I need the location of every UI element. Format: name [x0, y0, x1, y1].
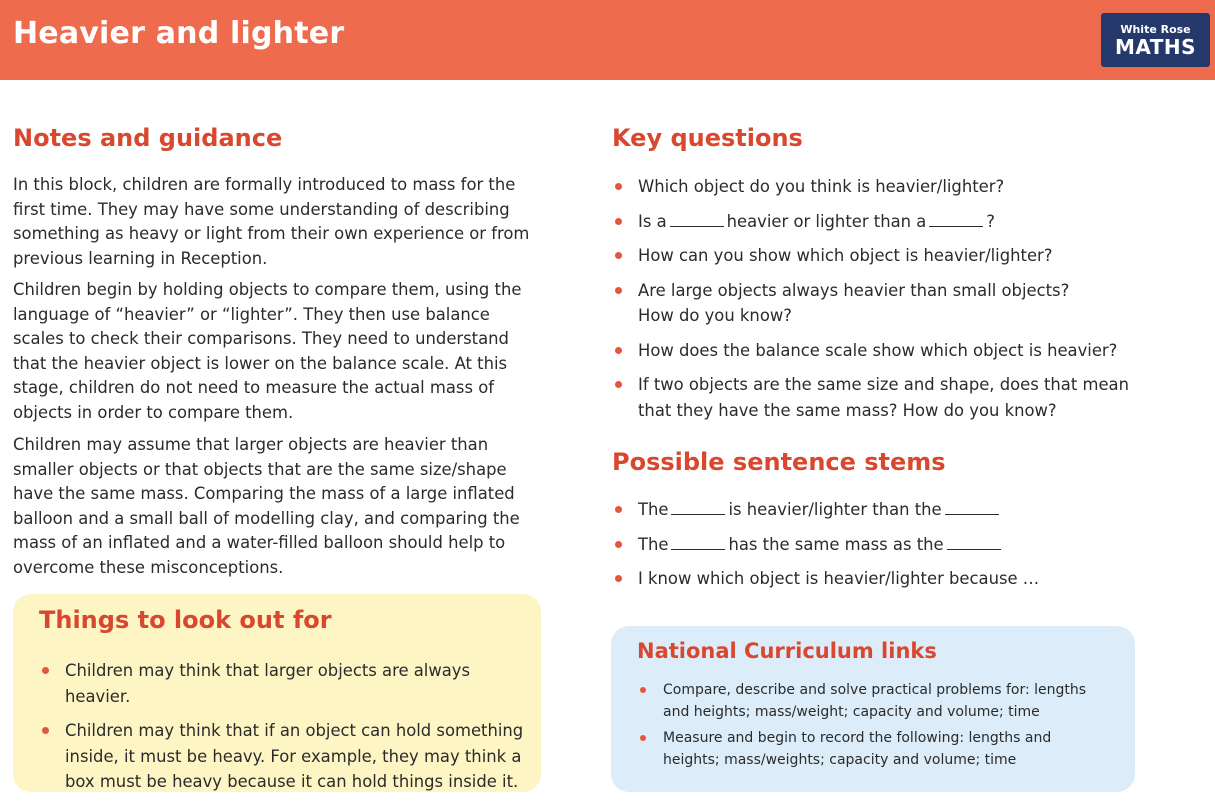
list-item: How does the balance scale show which object is heavier? — [612, 338, 1152, 364]
answer-blank — [929, 212, 983, 227]
sentence-stems-list — [612, 497, 1152, 592]
list-item: Are large objects always heavier than small objects? How do you know? — [612, 278, 1098, 329]
key-questions-heading: Key questions — [612, 124, 803, 152]
bullet-icon — [615, 347, 622, 354]
logo-top-text: White Rose — [1120, 23, 1191, 36]
bullet-icon — [615, 287, 622, 294]
page-title: Heavier and lighter — [13, 16, 345, 51]
answer-blank — [670, 212, 724, 227]
list-item: If two objects are the same size and shape, does that mean that they have the same mass? How do you know? — [612, 372, 1158, 423]
logo-bottom-text: MATHS — [1114, 35, 1197, 59]
notes-paragraph-2: Children begin by holding objects to compare them, using the language of “heavier” or “lighter”. They then use balance scales to check their comparisons. They need to understand that the heavier object is lower on the balance scale. At this stage, children do not need to measure the actual mass of objects in order to compare them. — [13, 280, 522, 422]
list-item: I know which object is heavier/lighter because … — [612, 566, 1152, 592]
bullet-icon — [615, 252, 622, 259]
white-rose-maths-logo — [1101, 13, 1210, 67]
curriculum-list — [637, 679, 1097, 771]
notes-paragraph-3: Children may assume that larger objects are heavier than smaller objects or that objects that are the same size/shape have the same mass. Comparing the mass of a large inflated balloon and a small ball of modelling clay, and comparing the mass of an inflated and a water-filled balloon should help to overcome these misconceptions. — [13, 435, 520, 577]
list-item: Is a heavier or lighter than a ? — [612, 209, 1152, 235]
answer-blank — [671, 500, 725, 515]
bullet-icon — [615, 506, 622, 513]
list-item: Compare, describe and solve practical problems for: lengths and heights; mass/weight; capacity and volume; time — [637, 679, 1097, 723]
list-item: The has the same mass as the — [612, 532, 1152, 558]
bullet-icon — [42, 667, 49, 674]
answer-blank — [671, 535, 725, 550]
lookout-heading: Things to look out for — [39, 606, 332, 634]
key-questions-list — [612, 174, 1152, 423]
bullet-icon — [615, 575, 622, 582]
header-banner — [0, 0, 1215, 80]
curriculum-heading: National Curriculum links — [637, 639, 937, 663]
list-item: How can you show which object is heavier/lighter? — [612, 243, 1152, 269]
notes-heading: Notes and guidance — [13, 124, 283, 152]
list-item: Children may think that if an object can hold something inside, it must be heavy. For example, they may think a box must be heavy because it can hold things inside it. — [39, 718, 529, 795]
curriculum-panel — [611, 626, 1135, 792]
bullet-icon — [615, 218, 622, 225]
list-item: Children may think that larger objects are always heavier. — [39, 658, 529, 709]
bullet-icon — [615, 381, 622, 388]
bullet-icon — [42, 727, 49, 734]
sentence-stems-heading: Possible sentence stems — [612, 448, 946, 476]
lookout-list — [39, 658, 529, 795]
bullet-icon — [640, 687, 646, 693]
answer-blank — [947, 535, 1001, 550]
list-item: Which object do you think is heavier/lighter? — [612, 174, 1152, 200]
list-item: The is heavier/lighter than the — [612, 497, 1152, 523]
bullet-icon — [640, 735, 646, 741]
lookout-panel — [13, 594, 541, 792]
notes-paragraph-1: In this block, children are formally introduced to mass for the first time. They may have some understanding of describing something as heavy or light from their own experience or from previous learning in Reception. — [13, 175, 530, 268]
list-item: Measure and begin to record the following: lengths and heights; mass/weights; capacity and volume; time — [637, 727, 1097, 771]
bullet-icon — [615, 183, 622, 190]
bullet-icon — [615, 541, 622, 548]
answer-blank — [945, 500, 999, 515]
